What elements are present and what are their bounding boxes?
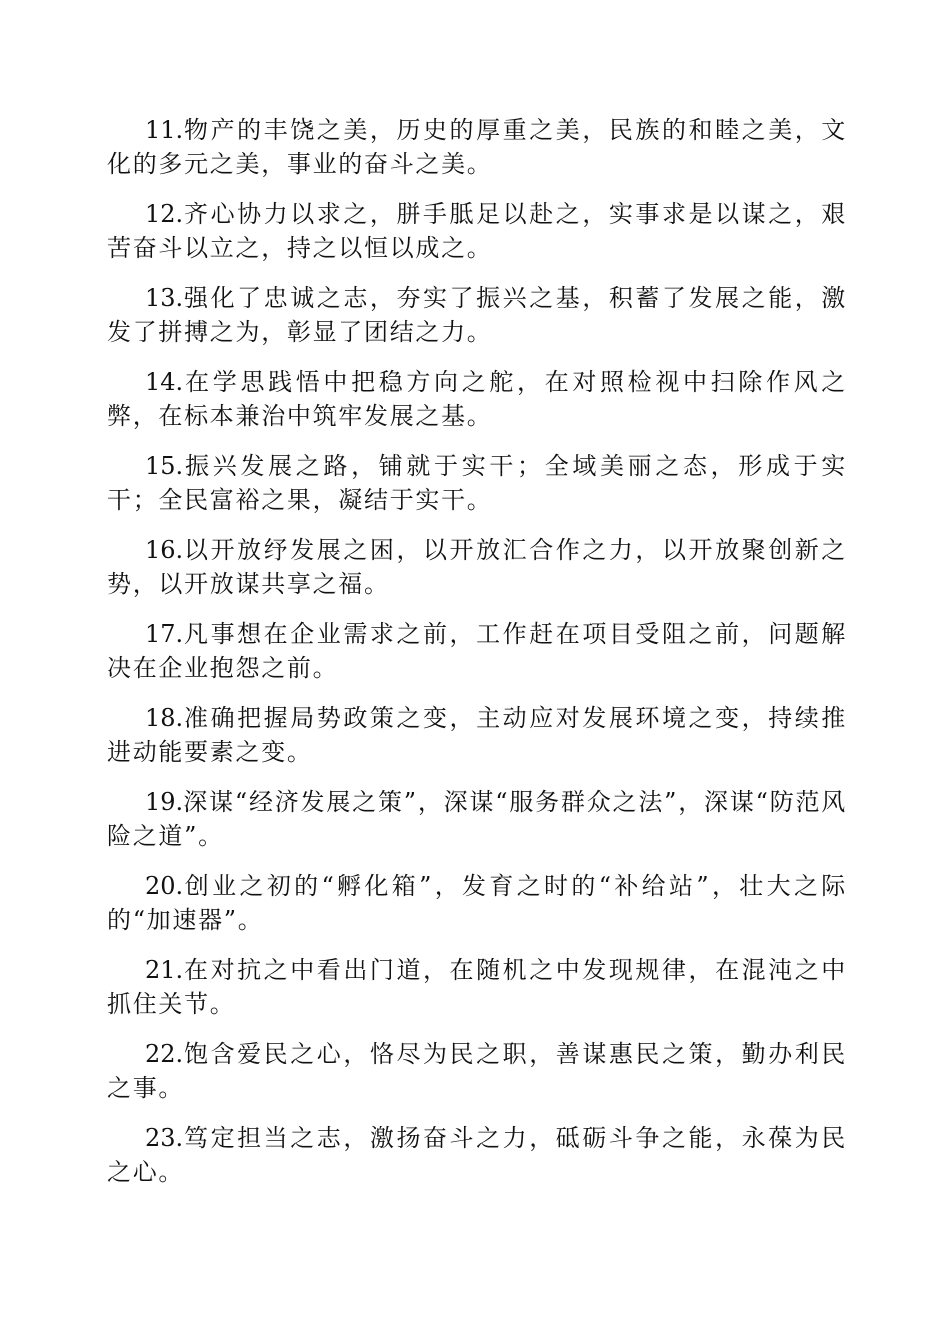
paragraph-11 bbox=[107, 113, 847, 181]
paragraph-23 bbox=[107, 1121, 847, 1189]
paragraph-number: 11. bbox=[145, 116, 184, 144]
paragraph-number: 23. bbox=[145, 1124, 184, 1152]
paragraph-number: 22. bbox=[145, 1040, 184, 1068]
paragraph-number: 18. bbox=[145, 704, 184, 732]
paragraph-text: 以开放纾发展之困，以开放汇合作之力，以开放聚创新之势，以开放谋共享之福。 bbox=[107, 536, 847, 598]
paragraph-number: 19. bbox=[145, 788, 184, 816]
paragraph-number: 20. bbox=[145, 872, 184, 900]
paragraph-15 bbox=[107, 449, 847, 517]
paragraph-number: 12. bbox=[145, 200, 184, 228]
paragraph-21 bbox=[107, 953, 847, 1021]
paragraph-17 bbox=[107, 617, 847, 685]
paragraph-20 bbox=[107, 869, 847, 937]
paragraph-number: 21. bbox=[145, 956, 184, 984]
paragraph-text: 物产的丰饶之美，历史的厚重之美，民族的和睦之美，文化的多元之美，事业的奋斗之美。 bbox=[107, 116, 847, 178]
paragraph-text: 在学思践悟中把稳方向之舵，在对照检视中扫除作风之弊，在标本兼治中筑牢发展之基。 bbox=[107, 368, 847, 430]
paragraph-19 bbox=[107, 785, 847, 853]
paragraph-12 bbox=[107, 197, 847, 265]
paragraph-text: 振兴发展之路，铺就于实干；全域美丽之态，形成于实干；全民富裕之果，凝结于实干。 bbox=[107, 452, 847, 514]
paragraph-number: 14. bbox=[145, 368, 184, 396]
paragraph-text: 创业之初的“孵化箱”，发育之时的“补给站”，壮大之际的“加速器”。 bbox=[107, 872, 847, 934]
paragraph-13 bbox=[107, 281, 847, 349]
paragraph-text: 在对抗之中看出门道，在随机之中发现规律，在混沌之中抓住关节。 bbox=[107, 956, 847, 1018]
paragraph-number: 17. bbox=[145, 620, 184, 648]
paragraph-22 bbox=[107, 1037, 847, 1105]
paragraph-text: 凡事想在企业需求之前，工作赶在项目受阻之前，问题解决在企业抱怨之前。 bbox=[107, 620, 847, 682]
paragraph-text: 饱含爱民之心，恪尽为民之职，善谋惠民之策，勤办利民之事。 bbox=[107, 1040, 847, 1102]
document-body bbox=[107, 113, 847, 1205]
paragraph-text: 笃定担当之志，激扬奋斗之力，砥砺斗争之能，永葆为民之心。 bbox=[107, 1124, 847, 1186]
paragraph-18 bbox=[107, 701, 847, 769]
paragraph-text: 深谋“经济发展之策”，深谋“服务群众之法”，深谋“防范风险之道”。 bbox=[107, 788, 847, 850]
paragraph-number: 13. bbox=[145, 284, 184, 312]
paragraph-text: 准确把握局势政策之变，主动应对发展环境之变，持续推进动能要素之变。 bbox=[107, 704, 847, 766]
paragraph-16 bbox=[107, 533, 847, 601]
paragraph-14 bbox=[107, 365, 847, 433]
paragraph-number: 15. bbox=[145, 452, 184, 480]
paragraph-text: 齐心协力以求之，胼手胝足以赴之，实事求是以谋之，艰苦奋斗以立之，持之以恒以成之。 bbox=[107, 200, 847, 262]
paragraph-number: 16. bbox=[145, 536, 184, 564]
paragraph-text: 强化了忠诚之志，夯实了振兴之基，积蓄了发展之能，激发了拼搏之为，彰显了团结之力。 bbox=[107, 284, 847, 346]
